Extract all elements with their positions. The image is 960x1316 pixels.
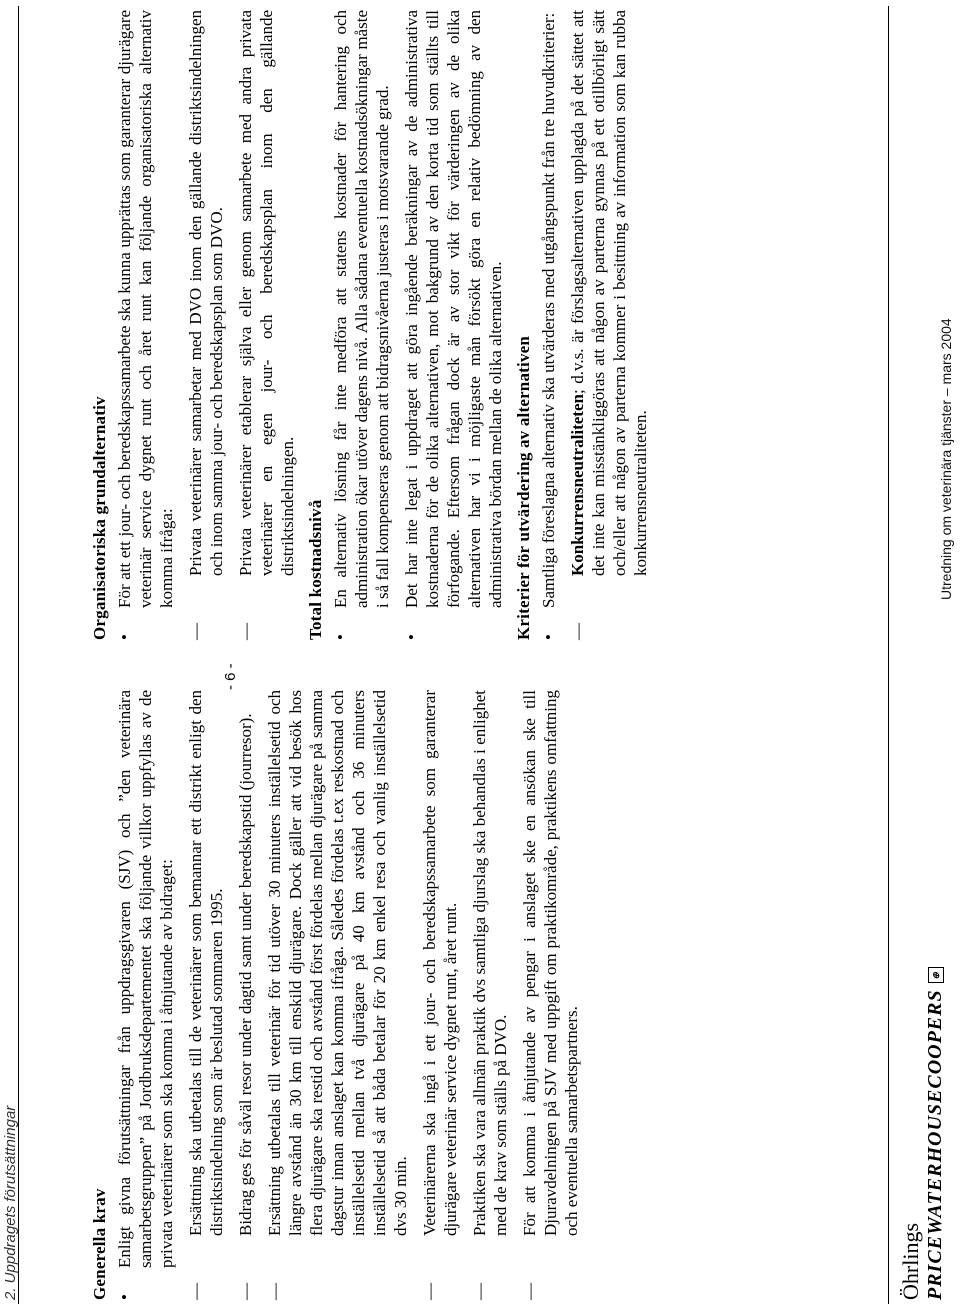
list-item: — För att komma i åtnjutande av pengar i anslaget ske en ansökan ske till Djuravdelningen på SJV med uppgift om praktikområde, praktikens omfattning och eventuella samarbetspartners. (519, 690, 582, 1300)
heading-generella-krav: Generella krav (90, 1188, 109, 1300)
list-item: — Praktiken ska vara allmän praktik dvs samtliga djurslag ska behandlas i enlighet med de krav som ställs på DVO. (469, 690, 511, 1300)
intro-paragraph: • Enligt givna förutsättningar från uppdragsgivaren (SJV) och ”den veterinära samarbetsgruppen” på Jordbruksdepartementet ska följande villkor uppfyllas av de privata veterinärer som ska komma i åtnjutande av bidraget: (114, 690, 177, 1300)
list-item: • En alternativ lösning får inte medföra att statens kostnader för hantering och administration ökar utöver dagens nivå. Alla sådana eventuella kostnadsökningar måste i så fall kompenseras genom att bidragsnivåerna justeras i motsvarande grad. (330, 10, 393, 640)
term-konkurrensneutraliteten: Konkurrensneutraliteten (568, 394, 587, 576)
document-title: Utredning om veterinära tjänster – mars 2004 (938, 318, 954, 600)
logo-ohrlings-text: Öhrlings (898, 1223, 923, 1300)
footer-rule (888, 6, 889, 1304)
section-header: 2. Uppdragets förutsättningar (2, 1105, 19, 1300)
page-number: - 6 - (222, 663, 239, 690)
right-column (90, 10, 659, 640)
left-column (90, 690, 590, 1300)
list-item: — Privata veterinärer samarbetar med DVO inom den gällande distriktsindelningen och inom samma jour- och beredskapsplan som DVO. (185, 10, 227, 640)
list-item: — Ersättning ska utbetalas till de veterinärer som bemannar ett distrikt enligt den distriktsindelning som är beslutad sommaren 1995. (185, 690, 227, 1300)
term-definition: ; d.v.s. är förslagsalternativen upplagda på det sättet att det inte kan misstänkliggöras att någon av parterna gynnas på ett otillbörligt sätt och/eller att någon av parterna kommer i besittning av information som kan rubba konkurrensneutraliteten. (568, 10, 650, 576)
company-logo (898, 967, 947, 1300)
intro-paragraph: • För att ett jour- och beredskapssamarbete ska kunna upprättas som garanterar djurägare veterinär service dygnet runt och året runt kan följande organisatoriska alternativ komma ifråga: (114, 10, 177, 640)
heading-total-kostnadsniva: Total kostnadsnivå (306, 499, 325, 640)
intro-paragraph: • Samtliga föreslagna alternativ ska utvärderas med utgångspunkt från tre huvudkriterier: (538, 10, 559, 640)
heading-organisatoriska: Organisatoriska grundalternativ (90, 396, 109, 640)
logo-pwc-text: PRICEWATERHOUSECOOPERS⊕ (924, 967, 947, 1300)
logo-mark-icon: ⊕ (928, 967, 944, 983)
list-item (567, 10, 651, 640)
list-item: — Privata veterinärer etablerar själva eller genom samarbete med andra privata veterinärer en egen jour- och beredskapsplan inom den gällande distriktsindelningen. (235, 10, 298, 640)
list-item: — Veterinärerna ska ingå i ett jour- och beredskapssamarbete som garanterar djurägare veterinär service dygnet runt, året runt. (419, 690, 461, 1300)
list-item: — Bidrag ges för såväl resor under dagtid samt under beredskapstid (jourresor). (235, 690, 256, 1300)
list-item: • Det har inte legat i uppdraget att göra ingående beräkningar av de administrativa kostnaderna för de olika alternativen, mot bakgrund av den korta tid som ställts till förfogande. Eftersom frågan dock är av stor vikt för värderingen av de olika alternativen har vi i möjligaste mån försökt göra en relativ bedömning av den administrativa bördan mellan de olika alternativen. (401, 10, 506, 640)
list-item: — Ersättning utbetalas till veterinär för tid utöver 30 minuters inställelsetid och längre avstånd än 30 km till enskild djurägare. Dock gäller att vid besök hos flera djurägare ska restid och avstånd först fördelas mellan djurägare på samma dagstur innan anslaget kan komma ifråga. Således fördelas t.ex reskostnad och inställelsetid mellan två djurägare på 40 km avstånd och 36 minuters inställelsetid så att båda betalar för 20 km enkel resa och vanlig inställelsetid dvs 30 min. (264, 690, 411, 1300)
heading-kriterier: Kriterier för utvärdering av alternativen (514, 335, 533, 640)
